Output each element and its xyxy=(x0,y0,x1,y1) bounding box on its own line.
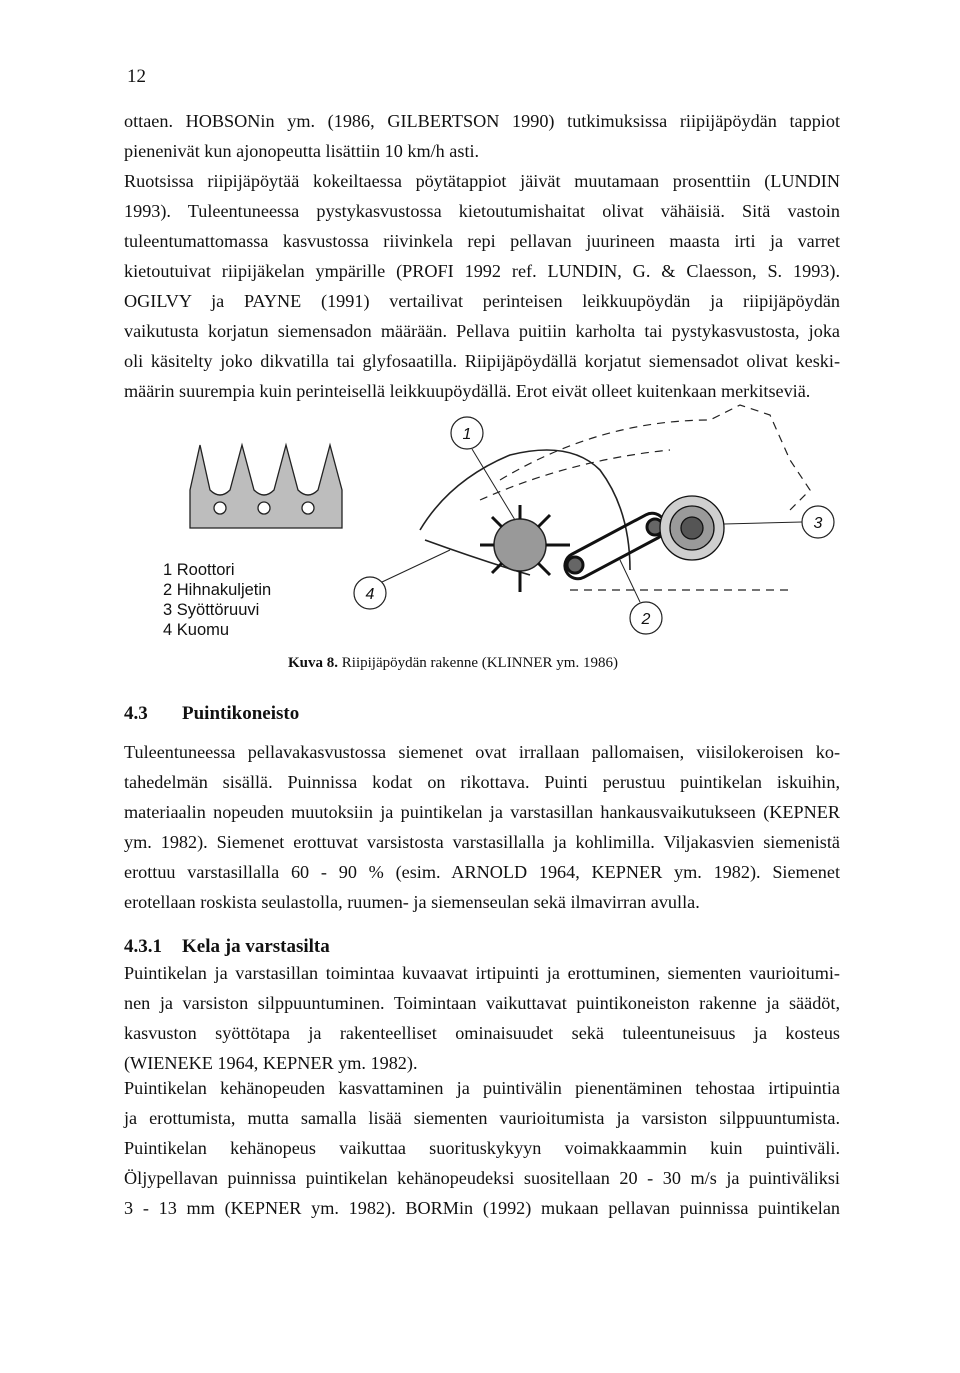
section-title: Puintikoneisto xyxy=(182,703,300,724)
legend-item: 2 Hihnakuljetin xyxy=(163,581,272,599)
figure-caption xyxy=(288,655,618,672)
legend-item: 3 Syöttöruuvi xyxy=(163,601,260,619)
callout-label: 4 xyxy=(365,586,375,603)
callout-3 xyxy=(724,506,834,538)
text-line: kasvuston syöttötapa ja rakenteelliset ominaisuudet sekä tuleentuneisuus ja kosteus xyxy=(124,1023,840,1043)
section-number: 4.3 xyxy=(124,703,148,724)
text-line: ym. 1982). Siemenet erottuvat varsistosta varstasillalla ja kohlimilla. Viljakasvien siemenistä xyxy=(124,832,840,852)
text-line: erottuu varstasillalla 60 - 90 % (esim. ARNOLD 1964, KEPNER ym. 1982). Siemenet xyxy=(124,862,840,882)
callout-label: 1 xyxy=(462,426,472,443)
paragraph-1 xyxy=(124,106,840,166)
text-line: vaikutusta korjatun siemensadon määrään. Pellava puitiin karholta tai pystykasvustosta, joka xyxy=(124,321,840,341)
text-line: Ruotsissa riipijäpöytää kokeiltaessa pöytätappiot jäivät muutamaan prosenttiin (LUNDIN xyxy=(124,171,840,191)
callout-4 xyxy=(354,550,450,609)
text-line: nen ja varsiston silppuuntuminen. Toimintaan vaikuttavat puintikoneiston rakenne ja säädöt, xyxy=(124,993,840,1013)
figure-legend xyxy=(163,560,271,640)
section-heading-4-3-1 xyxy=(124,936,330,958)
caption-text: Riipijäpöydän rakenne (KLINNER ym. 1986) xyxy=(341,655,618,671)
text-line: määrin suurempia kuin perinteisellä leikkuupöydällä. Erot eivät olleet kuitenkaan merkitseviä. xyxy=(124,381,811,401)
callout-label: 2 xyxy=(641,611,651,628)
text-line: ja erottumista, mutta samalla lisää siementen vaurioitumista ja varsiston silppuuntumista. xyxy=(124,1108,840,1128)
text-line: pienenivät kun ajonopeutta lisättiin 10 km/h asti. xyxy=(124,141,480,161)
text-line: erotellaan roskista seulastolla, ruumen- ja siemenseulan sekä ilmavirran avulla. xyxy=(124,892,700,912)
callout-label: 3 xyxy=(813,515,823,532)
text-line: tahedelmän sisällä. Puinnissa kodat on rikottava. Puinti perustuu puintikelan iskuihin, xyxy=(124,772,840,792)
text-line: OGILVY ja PAYNE (1991) vertailivat perinteisen leikkuupöydän ja riipijäpöydän xyxy=(124,291,840,311)
section-4-3-1-paragraph-1 xyxy=(124,958,840,1078)
text-line: oli käsitelty joko dikvatilla tai glyfosaatilla. Riipijäpöydällä korjatut siemensadot olivat keski- xyxy=(124,351,840,371)
feed-auger xyxy=(660,496,724,560)
section-4-3-1-paragraph-2 xyxy=(124,1073,840,1223)
text-line: 1993). Tuleentuneessa pystykasvustossa kietoutumishaitat olivat vähäisiä. Sitä vastoin xyxy=(124,201,840,221)
legend-item: 1 Roottori xyxy=(163,561,235,579)
paragraph-2 xyxy=(124,166,840,406)
rotor xyxy=(480,505,570,592)
callout-2 xyxy=(620,560,662,634)
text-line: ottaen. HOBSONin ym. (1986, GILBERTSON 1990) tutkimuksissa riipijäpöydän tappiot xyxy=(124,111,840,131)
text-line: Tuleentuneessa pellavakasvustossa siemenet ovat irrallaan pallomaisen, viisilokeroisen ko- xyxy=(124,742,840,762)
text-line: Öljypellavan puinnissa puintikelan kehänopeudeksi suositellaan 20 - 30 m/s ja puintiväliksi xyxy=(124,1168,840,1188)
text-line: (WIENEKE 1964, KEPNER ym. 1982). xyxy=(124,1053,418,1073)
text-line: tuleentumattomassa kasvustossa riivinkela repi pellavan juurineen maasta irti ja varret xyxy=(124,231,840,251)
text-line: 3 - 13 mm (KEPNER ym. 1982). BORMin (1992) mukaan pellavan puinnissa puintikelan xyxy=(124,1198,840,1218)
text-line: materiaalin nopeuden muutoksiin ja puintikelan ja varstasillan hankausvaikutukseen (KEPNER xyxy=(124,802,840,822)
text-line: Puintikelan kehänopeuden kasvattaminen ja puintivälin pienentäminen tehostaa irtipuintia xyxy=(124,1078,840,1098)
text-line: kietoutuivat riipijäkelan ympärille (PROFI 1992 ref. LUNDIN, G. & Claesson, S. 1993). xyxy=(124,261,840,281)
section-4-3-paragraph xyxy=(124,737,840,917)
section-title: Kela ja varstasilta xyxy=(182,936,330,957)
text-line: Puintikelan ja varstasillan toimintaa kuvaavat irtipuinti ja erottuminen, siementen vaurioitumi- xyxy=(124,963,840,983)
text-line: Puintikelan kehänopeus vaikuttaa suorituskykyyn voimakkaammin kuin puintiväli. xyxy=(124,1138,840,1158)
caption-label: Kuva 8. xyxy=(288,655,339,671)
stripper-comb-figure xyxy=(190,445,342,528)
page-number: 12 xyxy=(127,66,146,87)
section-heading-4-3 xyxy=(124,703,299,725)
legend-item: 4 Kuomu xyxy=(163,621,230,639)
belt-conveyor xyxy=(560,509,669,584)
section-number: 4.3.1 xyxy=(124,936,162,957)
